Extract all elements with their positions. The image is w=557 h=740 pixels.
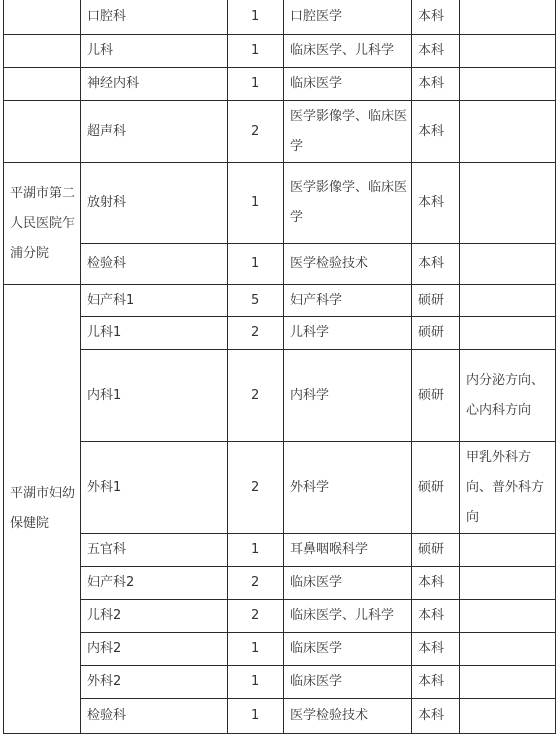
degree-cell: 本科 bbox=[412, 567, 460, 600]
degree-cell: 本科 bbox=[412, 666, 460, 699]
degree-cell: 本科 bbox=[412, 35, 460, 68]
major-cell: 内科学 bbox=[284, 350, 412, 442]
major-cell: 医学检验技术 bbox=[284, 244, 412, 285]
count-cell: 1 bbox=[228, 699, 284, 734]
table-row bbox=[4, 699, 556, 734]
hospital-cell-top-continued bbox=[4, 0, 81, 35]
table-row bbox=[4, 534, 556, 567]
count-cell: 1 bbox=[228, 0, 284, 35]
note-cell bbox=[460, 567, 556, 600]
major-cell: 临床医学 bbox=[284, 633, 412, 666]
dept-cell: 检验科 bbox=[81, 244, 228, 285]
dept-cell: 儿科2 bbox=[81, 600, 228, 633]
degree-cell: 硕研 bbox=[412, 442, 460, 534]
note-cell bbox=[460, 244, 556, 285]
note-cell bbox=[460, 0, 556, 35]
dept-cell: 神经内科 bbox=[81, 68, 228, 101]
table-row bbox=[4, 285, 556, 317]
count-cell: 2 bbox=[228, 350, 284, 442]
table-row bbox=[4, 68, 556, 101]
major-cell: 口腔医学 bbox=[284, 0, 412, 35]
note-cell bbox=[460, 600, 556, 633]
note-cell: 甲乳外科方向、普外科方向 bbox=[460, 442, 556, 534]
note-cell bbox=[460, 633, 556, 666]
note-cell bbox=[460, 666, 556, 699]
dept-cell: 妇产科2 bbox=[81, 567, 228, 600]
note-cell bbox=[460, 35, 556, 68]
dept-cell: 儿科1 bbox=[81, 317, 228, 350]
table-row bbox=[4, 0, 556, 35]
degree-cell: 本科 bbox=[412, 163, 460, 244]
table-row bbox=[4, 101, 556, 163]
hospital-name-cell: 平湖市第二人民医院乍浦分院 bbox=[4, 163, 81, 285]
dept-cell: 口腔科 bbox=[81, 0, 228, 35]
hospital-cell-top-continued bbox=[4, 68, 81, 101]
major-cell: 临床医学、儿科学 bbox=[284, 35, 412, 68]
dept-cell: 放射科 bbox=[81, 163, 228, 244]
dept-cell: 五官科 bbox=[81, 534, 228, 567]
degree-cell: 本科 bbox=[412, 0, 460, 35]
degree-cell: 本科 bbox=[412, 600, 460, 633]
table-row bbox=[4, 35, 556, 68]
degree-cell: 本科 bbox=[412, 244, 460, 285]
table-row bbox=[4, 442, 556, 534]
count-cell: 1 bbox=[228, 244, 284, 285]
degree-cell: 本科 bbox=[412, 68, 460, 101]
count-cell: 2 bbox=[228, 567, 284, 600]
major-cell: 临床医学 bbox=[284, 567, 412, 600]
dept-cell: 超声科 bbox=[81, 101, 228, 163]
major-cell: 妇产科学 bbox=[284, 285, 412, 317]
note-cell bbox=[460, 101, 556, 163]
degree-cell: 硕研 bbox=[412, 317, 460, 350]
major-cell: 临床医学 bbox=[284, 666, 412, 699]
major-cell: 临床医学、儿科学 bbox=[284, 600, 412, 633]
degree-cell: 本科 bbox=[412, 633, 460, 666]
count-cell: 2 bbox=[228, 317, 284, 350]
dept-cell: 妇产科1 bbox=[81, 285, 228, 317]
note-cell bbox=[460, 699, 556, 734]
major-cell: 耳鼻咽喉科学 bbox=[284, 534, 412, 567]
note-cell bbox=[460, 317, 556, 350]
major-cell: 外科学 bbox=[284, 442, 412, 534]
table-row bbox=[4, 633, 556, 666]
degree-cell: 硕研 bbox=[412, 350, 460, 442]
major-cell: 临床医学 bbox=[284, 68, 412, 101]
major-cell: 医学检验技术 bbox=[284, 699, 412, 734]
dept-cell: 儿科 bbox=[81, 35, 228, 68]
table-row bbox=[4, 600, 556, 633]
note-cell bbox=[460, 163, 556, 244]
dept-cell: 外科2 bbox=[81, 666, 228, 699]
table-row bbox=[4, 666, 556, 699]
hospital-name-cell: 平湖市妇幼保健院 bbox=[4, 285, 81, 734]
count-cell: 1 bbox=[228, 534, 284, 567]
recruitment-table bbox=[3, 0, 556, 734]
count-cell: 1 bbox=[228, 633, 284, 666]
table-row bbox=[4, 567, 556, 600]
dept-cell: 内科1 bbox=[81, 350, 228, 442]
table-row bbox=[4, 244, 556, 285]
degree-cell: 本科 bbox=[412, 699, 460, 734]
note-cell bbox=[460, 285, 556, 317]
count-cell: 1 bbox=[228, 68, 284, 101]
table-row bbox=[4, 163, 556, 244]
hospital-cell-top-continued bbox=[4, 35, 81, 68]
degree-cell: 硕研 bbox=[412, 534, 460, 567]
degree-cell: 硕研 bbox=[412, 285, 460, 317]
dept-cell: 外科1 bbox=[81, 442, 228, 534]
note-cell: 内分泌方向、心内科方向 bbox=[460, 350, 556, 442]
table-row bbox=[4, 317, 556, 350]
major-cell: 医学影像学、临床医学 bbox=[284, 163, 412, 244]
dept-cell: 检验科 bbox=[81, 699, 228, 734]
note-cell bbox=[460, 68, 556, 101]
count-cell: 1 bbox=[228, 35, 284, 68]
count-cell: 1 bbox=[228, 163, 284, 244]
major-cell: 医学影像学、临床医学 bbox=[284, 101, 412, 163]
count-cell: 1 bbox=[228, 666, 284, 699]
hospital-cell-top-continued bbox=[4, 101, 81, 163]
major-cell: 儿科学 bbox=[284, 317, 412, 350]
note-cell bbox=[460, 534, 556, 567]
degree-cell: 本科 bbox=[412, 101, 460, 163]
count-cell: 2 bbox=[228, 442, 284, 534]
count-cell: 2 bbox=[228, 101, 284, 163]
count-cell: 5 bbox=[228, 285, 284, 317]
count-cell: 2 bbox=[228, 600, 284, 633]
dept-cell: 内科2 bbox=[81, 633, 228, 666]
table-row bbox=[4, 350, 556, 442]
